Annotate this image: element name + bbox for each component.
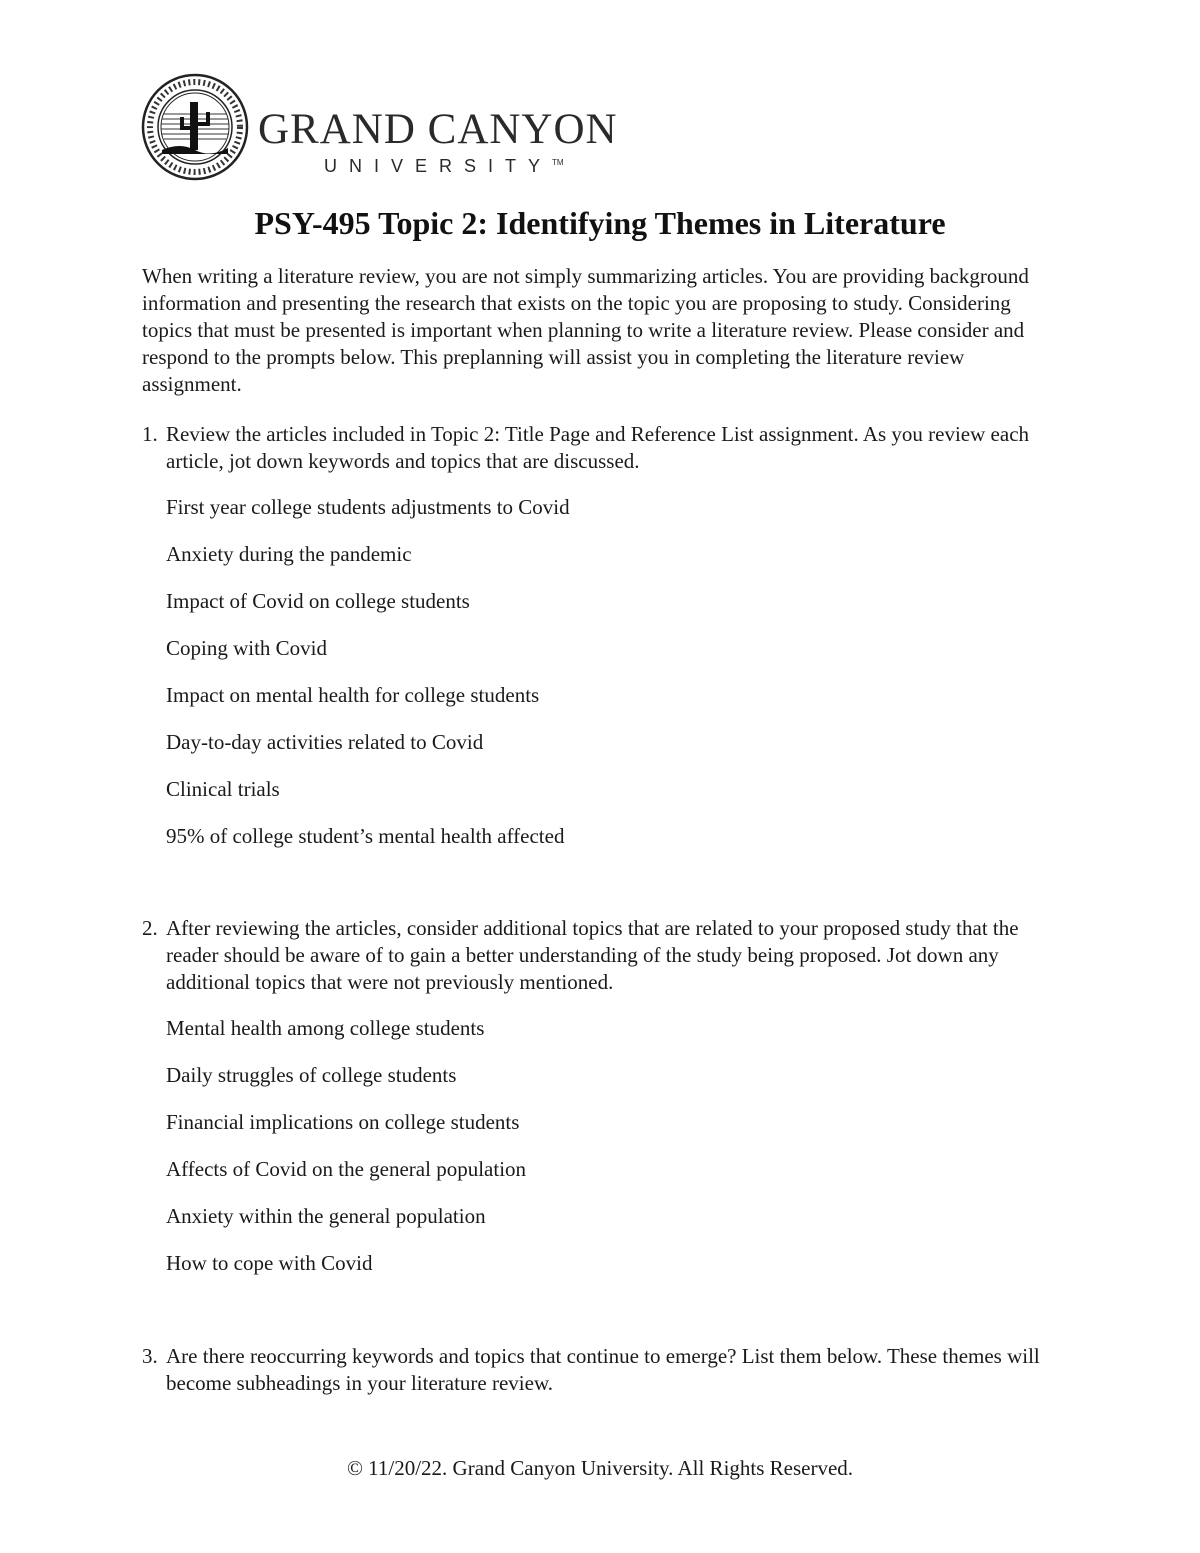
prompt-number: 2.	[142, 916, 158, 940]
list-item: Day-to-day activities related to Covid	[166, 730, 484, 754]
university-logo	[140, 72, 620, 182]
list-item: Impact of Covid on college students	[166, 589, 470, 613]
prompt-3	[142, 1343, 1062, 1397]
list-item: Mental health among college students	[166, 1016, 485, 1040]
prompt-text: Review the articles included in Topic 2: Title Page and Reference List assignment. As you review each article, jot down keywords and topics that are discussed.	[166, 422, 1030, 473]
university-wordmark	[258, 108, 618, 177]
list-item: Daily struggles of college students	[166, 1063, 457, 1087]
trademark-mark: TM	[552, 158, 564, 167]
list-item: First year college students adjustments to Covid	[166, 495, 570, 519]
prompt-1	[142, 421, 1062, 475]
prompt-text: After reviewing the articles, consider additional topics that are related to your proposed study that the reader should be aware of to gain a better understanding of the study being proposed. Jot down any additional topics that were not previously mentioned.	[166, 916, 1019, 994]
prompt-number: 1.	[142, 422, 158, 446]
list-item: Clinical trials	[166, 777, 280, 801]
list-item: Financial implications on college students	[166, 1110, 520, 1134]
intro-paragraph: When writing a literature review, you are not simply summarizing articles. You are providing background information and presenting the research that exists on the topic you are proposing to study. Considering topics that must be presented is important when planning to write a literature review. Please consider and respond to the prompts below. This preplanning will assist you in completing the literature review assignment.	[142, 264, 1029, 396]
wordmark-line1: GRAND CANYON	[258, 106, 618, 153]
wordmark-line2-text: UNIVERSITY	[324, 156, 553, 176]
list-item: Anxiety within the general population	[166, 1204, 486, 1228]
prompt-2	[142, 915, 1062, 996]
prompt-1-answers	[166, 494, 1046, 870]
prompt-2-answers	[166, 1015, 1046, 1297]
list-item: How to cope with Covid	[166, 1251, 373, 1275]
prompt-text: Are there reoccurring keywords and topics that continue to emerge? List them below. These themes will become subheadings in your literature review.	[166, 1344, 1040, 1395]
university-seal-icon	[140, 72, 250, 182]
list-item: 95% of college student’s mental health affected	[166, 824, 565, 848]
list-item: Impact on mental health for college students	[166, 683, 540, 707]
list-item: Coping with Covid	[166, 636, 328, 660]
wordmark-line2	[324, 156, 618, 177]
copyright-footer: © 11/20/22. Grand Canyon University. All Rights Reserved.	[346, 1456, 854, 1480]
list-item: Anxiety during the pandemic	[166, 542, 412, 566]
page-title: PSY-495 Topic 2: Identifying Themes in Literature	[254, 205, 946, 241]
prompt-number: 3.	[142, 1344, 158, 1368]
list-item: Affects of Covid on the general population	[166, 1157, 527, 1181]
